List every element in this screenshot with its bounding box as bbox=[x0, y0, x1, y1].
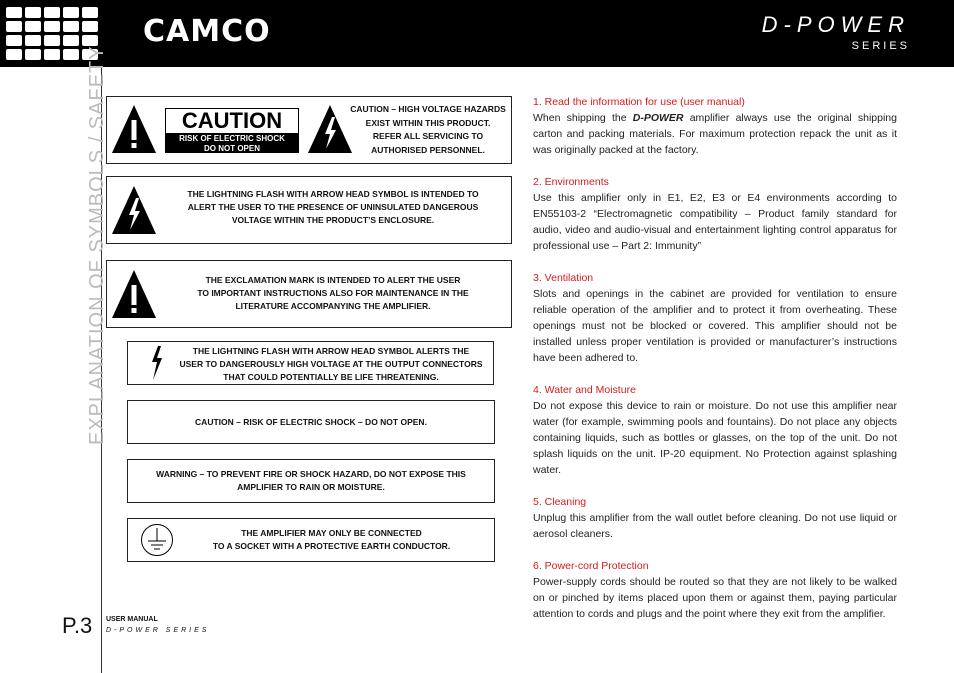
lightning-bolt-icon bbox=[150, 345, 164, 381]
lightning-text bbox=[158, 188, 508, 227]
section-title: 5. Cleaning bbox=[533, 496, 587, 508]
text-line: THAT COULD POTENTIALLY BE LIFE THREATENING. bbox=[223, 372, 439, 382]
exclamation-text bbox=[158, 274, 508, 313]
text-line: ALERT THE USER TO THE PRESENCE OF UNINSULATED DANGEROUS bbox=[187, 202, 479, 212]
section-body: Power-supply cords should be routed so that they are not likely to be walked on or pinched by items placed upon them or against them, paying particular attention to cords and plugs and the point where they exit from the amplifier. bbox=[533, 576, 897, 620]
section-title: 1. Read the information for use (user manual) bbox=[533, 96, 745, 108]
series-subtitle: SERIES bbox=[851, 40, 910, 52]
shock-box bbox=[127, 400, 495, 444]
header-bar bbox=[0, 0, 954, 67]
section-body: Slots and openings in the cabinet are provided for ventilation to ensure reliable operation of the amplifier and to protect it from overheating. These openings must not be blocked or covered. This amplifier should not be installed unless proper ventilation is provided or manufacturer’s instructions have been adhered to. bbox=[533, 288, 897, 364]
warning-box bbox=[127, 459, 495, 503]
product-name: D-POWER bbox=[632, 112, 684, 124]
earth-ground-icon bbox=[140, 523, 174, 557]
text-line: LITERATURE ACCOMPANYING THE AMPLIFIER. bbox=[235, 301, 431, 311]
safety-instructions bbox=[533, 94, 897, 638]
section-body: Do not expose this device to rain or moisture. Do not use this amplifier near water (for example, swimming pools and fountains). Do not place any objects containing liquids, such as bottles or glasses, on the top of the unit. Do not splash liquids on the unit. IP-20 equipment. No Protection against splashing water. bbox=[533, 400, 897, 476]
footer-label: USER MANUAL bbox=[106, 616, 158, 623]
caution-warning-text bbox=[346, 103, 510, 157]
earth-text bbox=[180, 527, 483, 553]
section-body-text: When shipping the bbox=[533, 112, 633, 124]
text-line: EXIST WITHIN THIS PRODUCT. bbox=[365, 117, 491, 128]
text-line: REFER ALL SERVICING TO bbox=[372, 131, 484, 141]
series-title: D-POWER bbox=[761, 12, 910, 37]
section-title: 4. Water and Moisture bbox=[533, 384, 636, 396]
text-line: THE LIGHTNING FLASH WITH ARROW HEAD SYMBOL IS INTENDED TO bbox=[187, 189, 479, 199]
text-line: THE EXCLAMATION MARK IS INTENDED TO ALERT THE USER bbox=[205, 275, 461, 285]
output-voltage-text bbox=[170, 345, 492, 384]
shock-text: CAUTION – RISK OF ELECTRIC SHOCK – DO NOT OPEN. bbox=[195, 416, 427, 427]
exclamation-triangle-icon bbox=[110, 268, 158, 320]
section-body: Unplug this amplifier from the wall outlet before cleaning. Do not use liquid or aerosol cleaners. bbox=[533, 512, 897, 540]
text-line: VOLTAGE WITHIN THE PRODUCT’S ENCLOSURE. bbox=[231, 215, 435, 225]
caution-word: CAUTION bbox=[181, 108, 283, 133]
caution-strip-line: RISK OF ELECTRIC SHOCK bbox=[179, 134, 285, 143]
section-cleaning bbox=[533, 494, 897, 542]
section-power-cord bbox=[533, 558, 897, 622]
text-line: AMPLIFIER TO RAIN OR MOISTURE. bbox=[237, 482, 385, 492]
section-water bbox=[533, 382, 897, 478]
text-line: CAUTION – HIGH VOLTAGE HAZARDS bbox=[350, 104, 506, 114]
text-line: WARNING – TO PREVENT FIRE OR SHOCK HAZARD, DO NOT EXPOSE THIS bbox=[156, 469, 466, 479]
page-number: P.3 bbox=[62, 613, 93, 638]
caution-label bbox=[165, 108, 299, 153]
footer-series: D-POWER SERIES bbox=[106, 627, 210, 634]
section-ventilation bbox=[533, 270, 897, 366]
text-line: AUTHORISED PERSONNEL. bbox=[371, 144, 485, 155]
text-line: THE AMPLIFIER MAY ONLY BE CONNECTED bbox=[241, 528, 422, 538]
section-title: 3. Ventilation bbox=[533, 272, 594, 284]
lightning-triangle-icon bbox=[110, 184, 158, 236]
text-line: TO A SOCKET WITH A PROTECTIVE EARTH CONDUCTOR. bbox=[212, 541, 451, 551]
section-body-text: amplifier always use the original shipping carton and packing materials. For maximum protection repack the unit as it was originally packed at the factory. bbox=[533, 112, 897, 156]
text-line: THE LIGHTNING FLASH WITH ARROW HEAD SYMBOL ALERTS THE bbox=[192, 346, 470, 356]
section-environments bbox=[533, 174, 897, 254]
warning-text bbox=[156, 468, 466, 494]
section-title: 2. Environments bbox=[533, 176, 609, 188]
section-read-manual bbox=[533, 94, 897, 158]
text-line: TO IMPORTANT INSTRUCTIONS ALSO FOR MAINTENANCE IN THE bbox=[197, 288, 469, 298]
caution-strip bbox=[166, 133, 298, 153]
grid-logo-icon bbox=[6, 7, 98, 61]
section-title-vertical: EXPLANATION OF SYMBOLS / SAFETY bbox=[86, 45, 108, 445]
text-line: USER TO DANGEROUSLY HIGH VOLTAGE AT THE OUTPUT CONNECTORS bbox=[179, 359, 483, 369]
brand-logo: CAMCO bbox=[143, 14, 271, 49]
caution-strip-line: DO NOT OPEN bbox=[203, 144, 260, 153]
section-body bbox=[533, 110, 897, 158]
exclamation-triangle-icon bbox=[110, 103, 158, 155]
section-title: 6. Power-cord Protection bbox=[533, 560, 649, 572]
section-body: Use this amplifier only in E1, E2, E3 or E4 environments according to EN55103-2 “Electromagnetic compatibility – Product family standard for audio, video and audio-visual and entertainment lighting control apparatus for professional use – Part 2: Immunity” bbox=[533, 192, 897, 252]
